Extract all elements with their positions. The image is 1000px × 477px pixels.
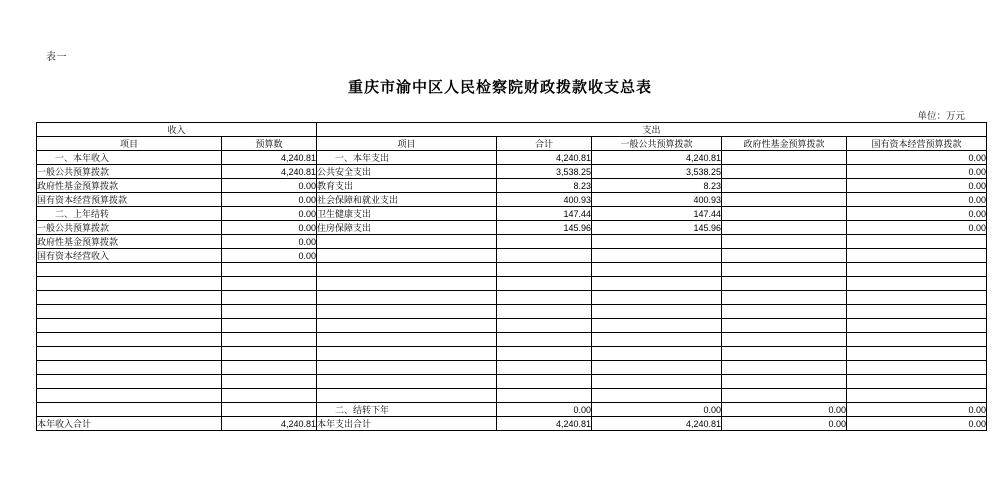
table-row <box>37 361 987 375</box>
form-number: 表一 <box>46 52 67 63</box>
expense-item-fund <box>722 277 847 291</box>
expense-item-total <box>497 389 592 403</box>
expense-item-label: 教育支出 <box>317 179 497 193</box>
expense-item-general <box>592 361 722 375</box>
income-item-label: 一般公共预算拨款 <box>37 165 222 179</box>
expense-item-label <box>317 249 497 263</box>
table-row <box>37 403 987 417</box>
table-row <box>37 221 987 235</box>
expense-item-total <box>497 305 592 319</box>
table-row <box>37 375 987 389</box>
income-item-value <box>222 263 317 277</box>
table-row <box>37 347 987 361</box>
expense-item-general: 0.00 <box>592 403 722 417</box>
expense-item-fund <box>722 165 847 179</box>
expense-item-capital: 0.00 <box>847 179 987 193</box>
expense-item-capital: 0.00 <box>847 165 987 179</box>
table-group-header-row <box>37 123 987 137</box>
expense-total-general: 4,240.81 <box>592 417 722 431</box>
expense-item-label <box>317 375 497 389</box>
expense-item-fund <box>722 207 847 221</box>
expense-item-general <box>592 333 722 347</box>
expense-item-general <box>592 375 722 389</box>
expense-item-total: 147.44 <box>497 207 592 221</box>
income-total-label: 本年收入合计 <box>37 417 222 431</box>
column-header: 项目 <box>317 137 497 151</box>
table-row <box>37 249 987 263</box>
expense-item-total: 3,538.25 <box>497 165 592 179</box>
expense-item-capital <box>847 291 987 305</box>
expense-item-total: 145.96 <box>497 221 592 235</box>
expense-item-fund <box>722 305 847 319</box>
expense-item-total <box>497 361 592 375</box>
expense-item-total <box>497 277 592 291</box>
table-row <box>37 277 987 291</box>
expense-item-general <box>592 291 722 305</box>
table-row <box>37 319 987 333</box>
expense-item-total: 400.93 <box>497 193 592 207</box>
income-item-value: 0.00 <box>222 221 317 235</box>
income-item-value: 0.00 <box>222 207 317 221</box>
expense-item-general <box>592 263 722 277</box>
expense-item-label: 公共安全支出 <box>317 165 497 179</box>
income-item-value <box>222 375 317 389</box>
income-item-value <box>222 305 317 319</box>
expense-item-capital <box>847 333 987 347</box>
column-header: 政府性基金预算拨款 <box>722 137 847 151</box>
column-header: 国有资本经营预算拨款 <box>847 137 987 151</box>
column-header: 合计 <box>497 137 592 151</box>
income-item-label <box>37 319 222 333</box>
income-total-value: 4,240.81 <box>222 417 317 431</box>
expense-item-label <box>317 277 497 291</box>
income-item-value <box>222 347 317 361</box>
expense-item-capital <box>847 263 987 277</box>
table-row <box>37 179 987 193</box>
expense-item-label: 住房保障支出 <box>317 221 497 235</box>
expense-item-capital <box>847 305 987 319</box>
expense-item-general <box>592 305 722 319</box>
income-item-label <box>37 333 222 347</box>
table-row <box>37 389 987 403</box>
expense-item-label: 社会保障和就业支出 <box>317 193 497 207</box>
income-item-label: 政府性基金预算拨款 <box>37 179 222 193</box>
expense-item-label <box>317 389 497 403</box>
table-row <box>37 151 987 165</box>
expense-item-label <box>317 263 497 277</box>
income-item-value <box>222 333 317 347</box>
expense-item-label <box>317 319 497 333</box>
income-item-label: 国有资本经营收入 <box>37 249 222 263</box>
income-item-value <box>222 319 317 333</box>
expense-item-fund <box>722 193 847 207</box>
expense-total-value: 4,240.81 <box>497 417 592 431</box>
expense-item-capital <box>847 277 987 291</box>
table-row <box>37 263 987 277</box>
expense-item-label <box>317 333 497 347</box>
expense-item-total <box>497 375 592 389</box>
expense-item-total <box>497 319 592 333</box>
expense-item-label <box>317 347 497 361</box>
income-item-value: 4,240.81 <box>222 165 317 179</box>
expense-total-capital: 0.00 <box>847 417 987 431</box>
expense-item-capital: 0.00 <box>847 193 987 207</box>
expense-item-capital <box>847 375 987 389</box>
income-item-value <box>222 277 317 291</box>
expense-item-general: 400.93 <box>592 193 722 207</box>
expense-item-total <box>497 333 592 347</box>
income-item-value: 0.00 <box>222 179 317 193</box>
table-row <box>37 193 987 207</box>
expense-item-label <box>317 291 497 305</box>
income-item-label: 国有资本经营预算拨款 <box>37 193 222 207</box>
income-item-label <box>37 389 222 403</box>
expense-item-fund <box>722 361 847 375</box>
table-row <box>37 165 987 179</box>
expense-item-capital <box>847 319 987 333</box>
income-item-value <box>222 361 317 375</box>
column-header: 预算数 <box>222 137 317 151</box>
income-item-value: 4,240.81 <box>222 151 317 165</box>
expense-item-total: 0.00 <box>497 403 592 417</box>
expense-item-fund <box>722 389 847 403</box>
income-item-value <box>222 389 317 403</box>
expense-item-general: 8.23 <box>592 179 722 193</box>
table-row <box>37 207 987 221</box>
expense-item-general: 145.96 <box>592 221 722 235</box>
income-item-value: 0.00 <box>222 193 317 207</box>
expense-item-total: 4,240.81 <box>497 151 592 165</box>
expense-item-fund <box>722 333 847 347</box>
table-total-row <box>37 417 987 431</box>
expense-item-general <box>592 277 722 291</box>
expense-item-fund <box>722 235 847 249</box>
expense-item-capital <box>847 361 987 375</box>
income-item-label <box>37 347 222 361</box>
table-row <box>37 305 987 319</box>
income-item-label <box>37 361 222 375</box>
expense-item-total <box>497 291 592 305</box>
income-item-label <box>37 375 222 389</box>
income-item-label <box>37 277 222 291</box>
expense-item-general <box>592 389 722 403</box>
expense-item-label: 一、本年支出 <box>317 151 497 165</box>
expense-item-general: 4,240.81 <box>592 151 722 165</box>
expense-item-fund <box>722 249 847 263</box>
expense-item-total: 8.23 <box>497 179 592 193</box>
expense-item-capital <box>847 347 987 361</box>
income-item-label: 二、上年结转 <box>37 207 222 221</box>
table-column-header-row <box>37 137 987 151</box>
income-item-value <box>222 291 317 305</box>
expense-item-fund <box>722 151 847 165</box>
expense-item-total <box>497 249 592 263</box>
income-item-label <box>37 403 222 417</box>
income-item-label <box>37 263 222 277</box>
expense-total-fund: 0.00 <box>722 417 847 431</box>
expense-item-fund: 0.00 <box>722 403 847 417</box>
page-title: 重庆市渝中区人民检察院财政拨款收支总表 <box>347 79 652 96</box>
expense-item-fund <box>722 347 847 361</box>
income-item-label <box>37 305 222 319</box>
expense-item-capital: 0.00 <box>847 151 987 165</box>
expense-item-capital <box>847 249 987 263</box>
expense-item-label: 卫生健康支出 <box>317 207 497 221</box>
expense-item-total <box>497 263 592 277</box>
expense-item-capital: 0.00 <box>847 403 987 417</box>
unit-note: 单位：万元 <box>917 111 965 122</box>
expense-item-fund <box>722 179 847 193</box>
budget-table <box>36 122 987 431</box>
expense-item-fund <box>722 291 847 305</box>
expense-item-capital: 0.00 <box>847 221 987 235</box>
column-header: 项目 <box>37 137 222 151</box>
expense-item-general <box>592 319 722 333</box>
table-row <box>37 291 987 305</box>
income-item-value: 0.00 <box>222 249 317 263</box>
expense-item-label <box>317 305 497 319</box>
expense-item-general: 3,538.25 <box>592 165 722 179</box>
income-item-label: 一、本年收入 <box>37 151 222 165</box>
group-header-income: 收入 <box>37 123 317 137</box>
expense-item-capital: 0.00 <box>847 207 987 221</box>
expense-item-general <box>592 235 722 249</box>
expense-item-general <box>592 347 722 361</box>
expense-item-capital <box>847 389 987 403</box>
group-header-expense: 支出 <box>317 123 987 137</box>
column-header: 一般公共预算拨款 <box>592 137 722 151</box>
expense-item-fund <box>722 263 847 277</box>
expense-item-label <box>317 235 497 249</box>
expense-item-general <box>592 249 722 263</box>
expense-item-label <box>317 361 497 375</box>
expense-total-label: 本年支出合计 <box>317 417 497 431</box>
table-row <box>37 235 987 249</box>
income-item-label <box>37 291 222 305</box>
expense-item-fund <box>722 319 847 333</box>
expense-item-label: 二、结转下年 <box>317 403 497 417</box>
table-row <box>37 333 987 347</box>
expense-item-capital <box>847 235 987 249</box>
expense-item-total <box>497 347 592 361</box>
expense-item-general: 147.44 <box>592 207 722 221</box>
income-item-label: 政府性基金预算拨款 <box>37 235 222 249</box>
expense-item-fund <box>722 375 847 389</box>
income-item-label: 一般公共预算拨款 <box>37 221 222 235</box>
expense-item-fund <box>722 221 847 235</box>
income-item-value: 0.00 <box>222 235 317 249</box>
income-item-value <box>222 403 317 417</box>
expense-item-total <box>497 235 592 249</box>
